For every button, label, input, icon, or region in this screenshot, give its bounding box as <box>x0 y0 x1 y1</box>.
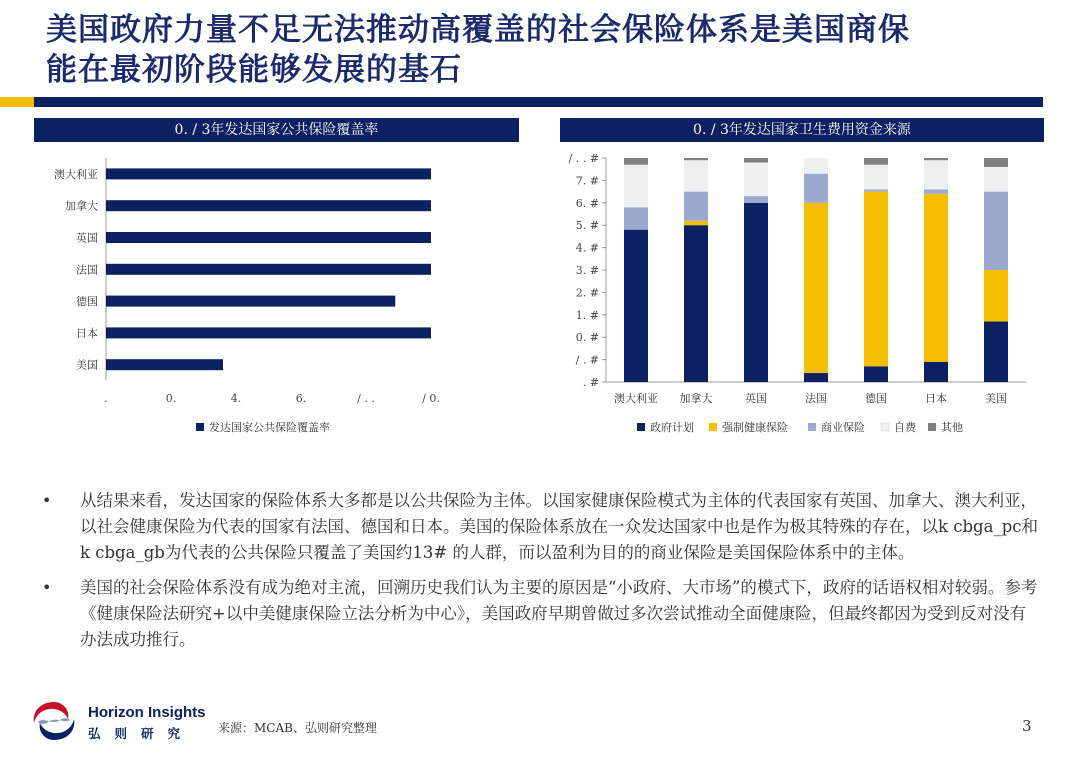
y-tick-label: 3. # <box>575 264 599 277</box>
y-tick-label: 6. # <box>575 196 599 210</box>
category-label: 德国 <box>865 392 887 405</box>
bar-segment <box>864 192 888 367</box>
bar <box>106 264 431 275</box>
category-label: 德国 <box>76 295 98 309</box>
bar-segment <box>984 167 1008 192</box>
bar-segment <box>804 373 828 382</box>
title-line-1: 美国政府力量不足无法推动高覆盖的社会保险体系是美国商保 <box>46 12 910 48</box>
y-tick-label: / . . # <box>568 152 599 165</box>
bar-segment <box>924 189 948 193</box>
horizon-logo-icon <box>28 698 80 744</box>
bar <box>106 359 223 370</box>
legend-swatch <box>808 423 816 431</box>
category-label: 加拿大 <box>65 199 98 213</box>
bar-segment <box>984 322 1008 382</box>
left-chart-title: 0. / 3年发达国家公共保险覆盖率 <box>34 118 519 142</box>
bar-segment <box>804 203 828 373</box>
bar <box>106 232 431 243</box>
category-label: 美国 <box>76 358 98 372</box>
category-label: 法国 <box>76 263 98 277</box>
bar-segment <box>924 160 948 189</box>
x-tick-label: / . . <box>357 392 375 405</box>
bar-segment <box>744 158 768 162</box>
x-tick-label: / 0. <box>422 392 440 405</box>
x-tick-label: 0. <box>165 392 177 405</box>
category-label: 澳大利亚 <box>614 392 658 405</box>
category-label: 美国 <box>985 392 1007 405</box>
bar-segment <box>684 160 708 191</box>
bar-segment <box>984 158 1008 167</box>
logo-text: Horizon Insights <box>88 704 206 721</box>
x-tick-label: 4. <box>230 392 242 405</box>
title-line-2: 能在最初阶段能够发展的基石 <box>46 52 462 88</box>
bar-segment <box>744 196 768 203</box>
bar-segment <box>624 165 648 208</box>
coverage-bar-chart <box>54 158 440 434</box>
bullet-list <box>40 488 1040 662</box>
bar <box>106 296 395 307</box>
bar-segment <box>624 158 648 165</box>
y-tick-label: 1. # <box>575 308 599 322</box>
x-tick-label: . <box>104 392 108 405</box>
bar <box>106 327 431 338</box>
y-tick-label: 2. # <box>575 286 599 300</box>
bar-segment <box>984 192 1008 270</box>
bar-segment <box>984 270 1008 322</box>
legend-swatch <box>928 423 936 431</box>
bar-segment <box>684 225 708 382</box>
y-tick-label: 0. # <box>575 331 599 345</box>
y-tick-label: 4. # <box>575 241 599 255</box>
bar-segment <box>864 158 888 165</box>
funding-stacked-bar-chart <box>569 152 1026 434</box>
bar-segment <box>624 230 648 382</box>
category-label: 英国 <box>76 231 98 245</box>
bar-segment <box>864 366 888 382</box>
bar-segment <box>864 165 888 190</box>
right-chart-title: 0. / 3年发达国家卫生费用资金来源 <box>560 118 1044 142</box>
legend-swatch <box>196 423 204 431</box>
y-tick-label: 5. # <box>575 219 599 233</box>
bar-segment <box>684 192 708 221</box>
bar <box>106 200 431 211</box>
y-tick-label: 7. # <box>575 174 599 188</box>
y-tick-label: / . # <box>575 353 599 367</box>
bar-segment <box>804 174 828 203</box>
legend-swatch <box>637 423 645 431</box>
bar-segment <box>624 207 648 229</box>
bar <box>106 168 431 179</box>
x-tick-label: 6. <box>295 392 307 405</box>
category-label: 日本 <box>76 326 98 340</box>
category-label: 英国 <box>745 392 767 405</box>
bar-segment <box>924 194 948 362</box>
category-label: 澳大利亚 <box>54 167 98 181</box>
bar-segment <box>684 221 708 225</box>
legend-swatch <box>709 423 717 431</box>
bar-segment <box>924 158 948 160</box>
legend-label: 发达国家公共保险覆盖率 <box>209 421 330 434</box>
legend-swatch <box>881 423 889 431</box>
legend-label: 强制健康保险 <box>722 421 788 434</box>
y-tick-label: . # <box>582 376 599 389</box>
category-label: 法国 <box>805 392 827 405</box>
bullet-item-2: • 美国的社会保险体系没有成为绝对主流，回溯历史我们认为主要的原因是“小政府、大市场”的模式下，政府的话语权相对较弱。参考《健康保险法研究+以中美健康保险立法分析为中心》，美国政府早期曾做过多次尝试推动全面健康险，但最终都因为受到反对没有办法成功推行。 <box>40 575 1040 653</box>
bar-segment <box>744 162 768 196</box>
bar-segment <box>864 189 888 191</box>
legend-label: 其他 <box>941 421 963 434</box>
legend-label: 政府计划 <box>650 421 694 434</box>
bar-segment <box>804 158 828 174</box>
page-number: 3 <box>1022 717 1032 735</box>
category-label: 加拿大 <box>679 392 713 405</box>
bar-segment <box>684 158 708 160</box>
logo-text-cn: 弘则研究 <box>88 726 195 741</box>
bar-segment <box>744 203 768 382</box>
source-note: 来源：MCAB、弘则研究整理 <box>218 721 377 735</box>
legend-label: 商业保险 <box>821 421 865 434</box>
category-label: 日本 <box>925 392 947 405</box>
bar-segment <box>924 362 948 382</box>
bullet-item-1: • 从结果来看，发达国家的保险体系大多都是以公共保险为主体。以国家健康保险模式为主体的代表国家有英国、加拿大、澳大利亚，以社会健康保险为代表的国家有法国、德国和日本。美国的保险体系放在一众发达国家中也是作为极其特殊的存在，以k cbga_pc和k cbga_gb为代表的公共保险只覆盖了美国约13# 的人群，而以盈利为目的的商业保险是美国保险体系中的主体。 <box>40 488 1040 566</box>
legend-label: 自费 <box>894 421 916 434</box>
